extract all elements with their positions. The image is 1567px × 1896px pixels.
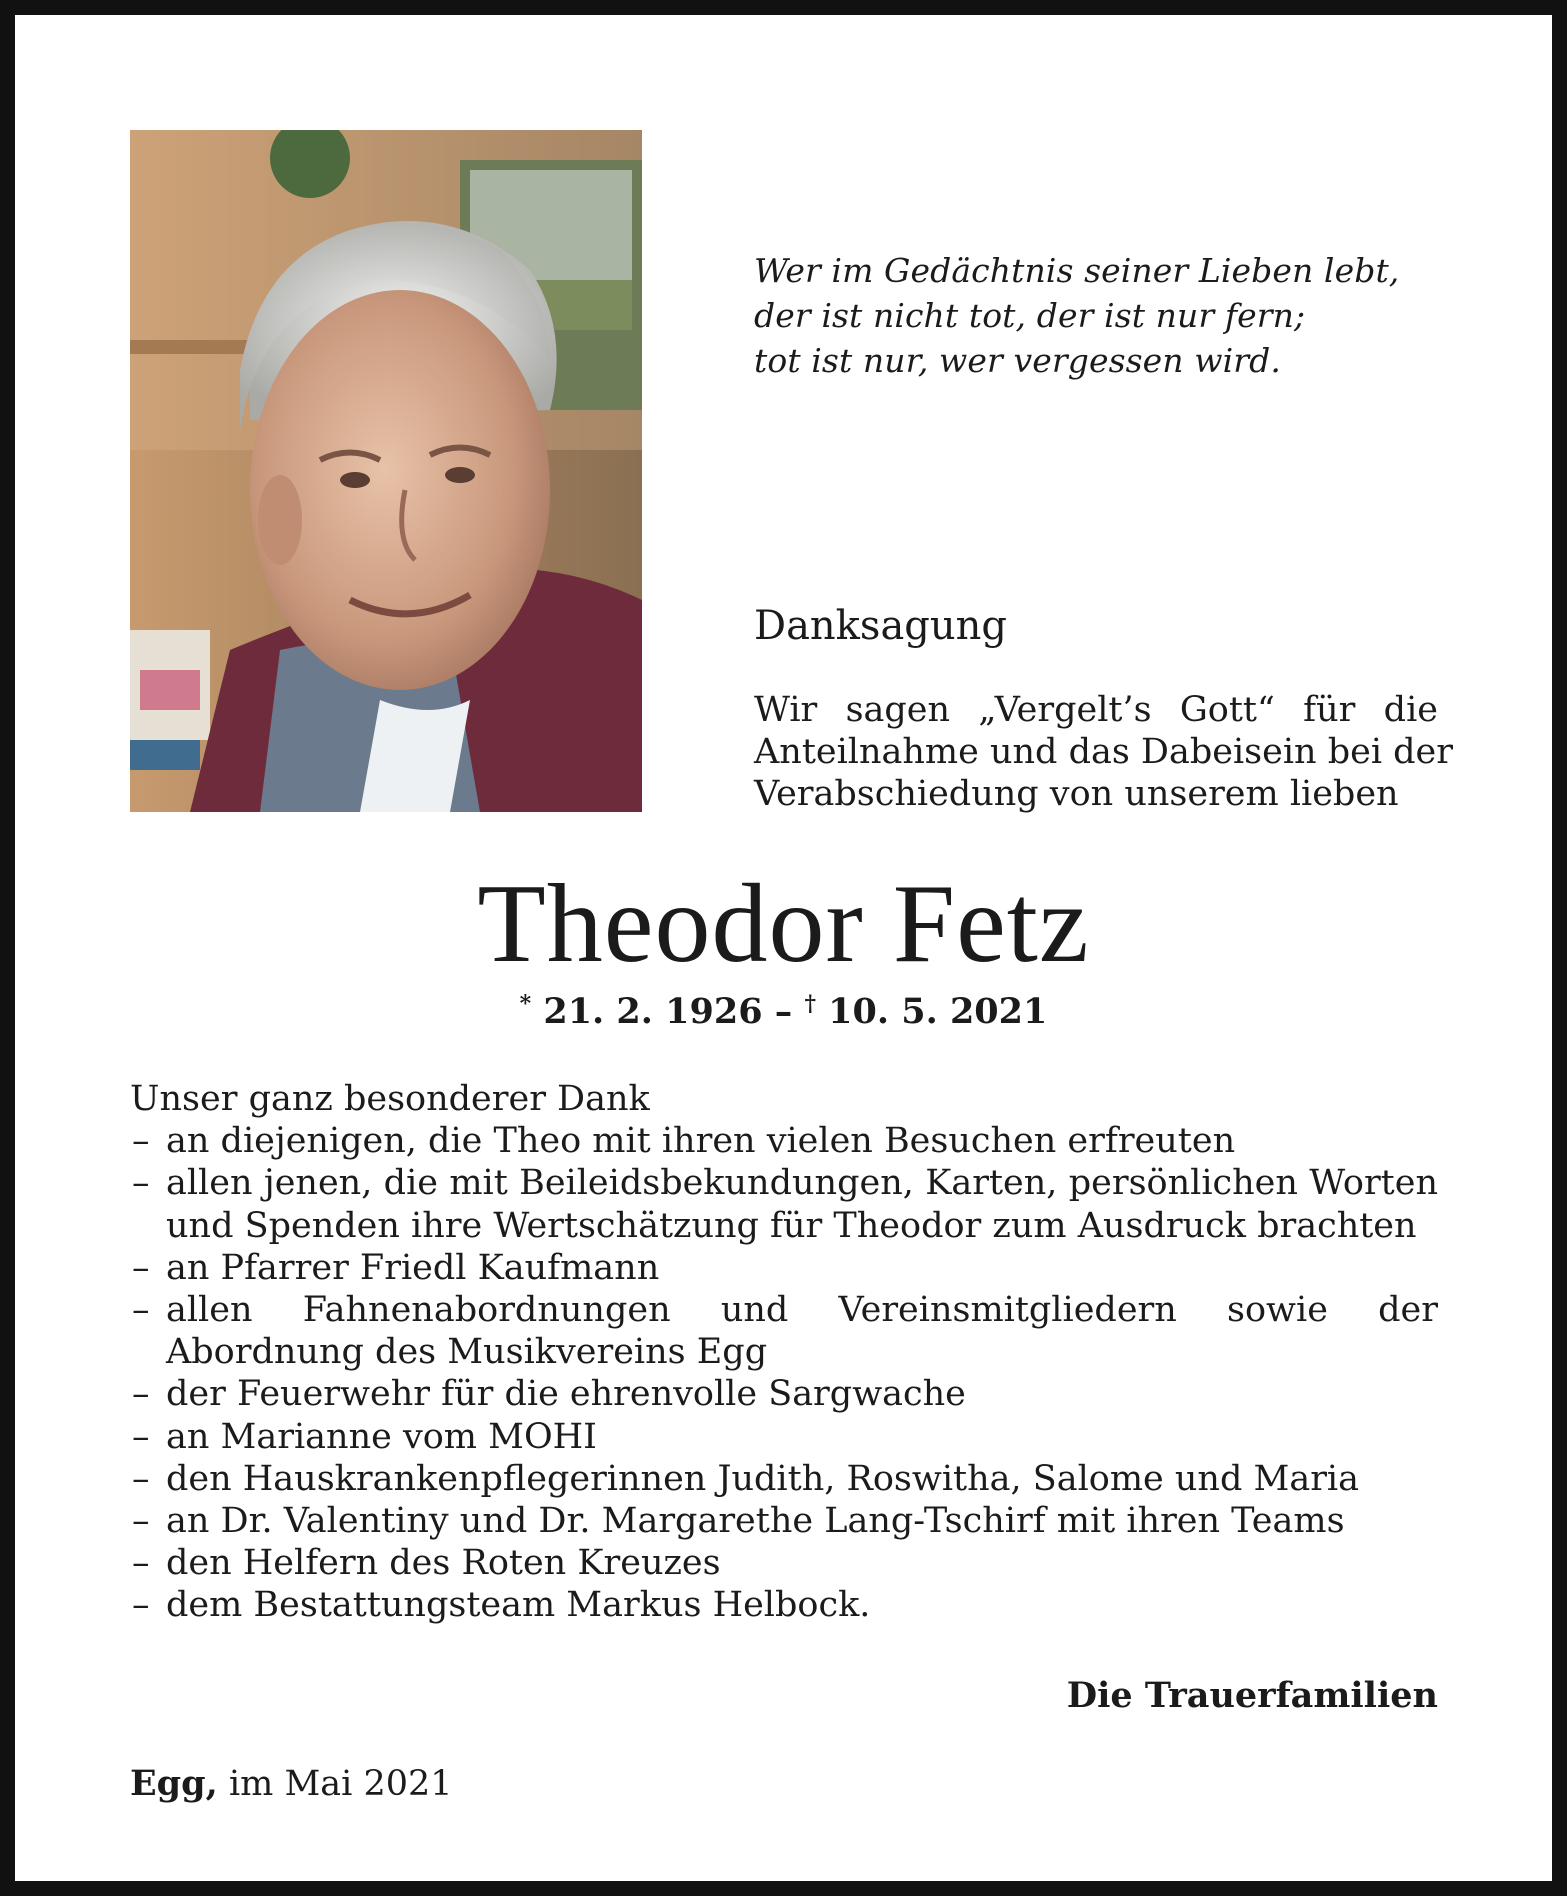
dash: – — [132, 1458, 150, 1499]
date-separator: – — [762, 991, 805, 1032]
dash: – — [132, 1501, 150, 1542]
list-item — [130, 1584, 1438, 1626]
list-item — [130, 1416, 1438, 1458]
list-item-text: an diejenigen, die Theo mit ihren vielen Besuchen erfreuten — [166, 1121, 1236, 1162]
list-item — [130, 1162, 1438, 1246]
list-item — [130, 1247, 1438, 1289]
list-item — [130, 1120, 1438, 1162]
birth-date: 21. 2. 1926 — [543, 991, 763, 1032]
thanks-list — [130, 1120, 1438, 1626]
place-and-date — [130, 1762, 453, 1806]
list-item — [130, 1289, 1438, 1373]
birth-symbol: * — [519, 991, 532, 1017]
section-heading: Danksagung — [754, 603, 1008, 649]
list-item-text: der Feuerwehr für die ehrenvolle Sargwache — [166, 1374, 966, 1415]
memorial-poem — [754, 248, 1399, 383]
list-item-text: an Pfarrer Friedl Kaufmann — [166, 1247, 660, 1288]
death-date: 10. 5. 2021 — [828, 991, 1048, 1032]
poem-line: tot ist nur, wer vergessen wird. — [754, 341, 1281, 380]
portrait-photo — [130, 130, 642, 812]
list-item — [130, 1373, 1438, 1415]
dash: – — [132, 1290, 150, 1331]
intro-paragraph — [754, 689, 1453, 815]
list-item-text: den Helfern des Roten Kreuzes — [166, 1543, 721, 1584]
list-item-text: allen jenen, die mit Beileidsbekundungen, Karten, persönlichen Worten und Spenden ihre Wertschätzung für Theodor zum Ausdruck brachten — [166, 1163, 1438, 1246]
intro-line: Verabschiedung von unserem lieben — [754, 774, 1399, 814]
thanks-section — [130, 1078, 1438, 1627]
list-item-text: allen Fahnenabordnungen und Vereinsmitgliedern sowie der Abordnung des Musikvereins Egg — [166, 1290, 1438, 1373]
list-item — [130, 1458, 1438, 1500]
list-item-text: dem Bestattungsteam Markus Helbock. — [166, 1585, 871, 1626]
dash: – — [132, 1247, 150, 1288]
thanks-title: Unser ganz besonderer Dank — [130, 1079, 650, 1119]
dash: – — [132, 1374, 150, 1415]
list-item-text: an Dr. Valentiny und Dr. Margarethe Lang-Tschirf mit ihren Teams — [166, 1501, 1345, 1542]
death-symbol: † — [804, 991, 816, 1017]
dash: – — [132, 1416, 150, 1457]
dash: – — [132, 1543, 150, 1584]
life-dates — [0, 990, 1567, 1034]
list-item — [130, 1542, 1438, 1584]
place-town: Egg, — [130, 1763, 218, 1804]
intro-line: Wir sagen „Vergelt’s Gott“ für die — [754, 690, 1438, 730]
deceased-name: Theodor Fetz — [477, 862, 1090, 986]
intro-line: Anteilnahme und das Dabeisein bei der — [754, 732, 1453, 772]
poem-line: Wer im Gedächtnis seiner Lieben lebt, — [754, 251, 1400, 290]
list-item-text: an Marianne vom MOHI — [166, 1416, 597, 1457]
place-date: im Mai 2021 — [217, 1764, 453, 1804]
dash: – — [132, 1585, 150, 1626]
dash: – — [132, 1163, 150, 1204]
list-item-text: den Hauskrankenpflegerinnen Judith, Roswitha, Salome und Maria — [166, 1458, 1359, 1499]
list-item — [130, 1500, 1438, 1542]
poem-line: der ist nicht tot, der ist nur fern; — [754, 296, 1306, 335]
signature: Die Trauerfamilien — [1066, 1675, 1438, 1716]
dash: – — [132, 1121, 150, 1162]
